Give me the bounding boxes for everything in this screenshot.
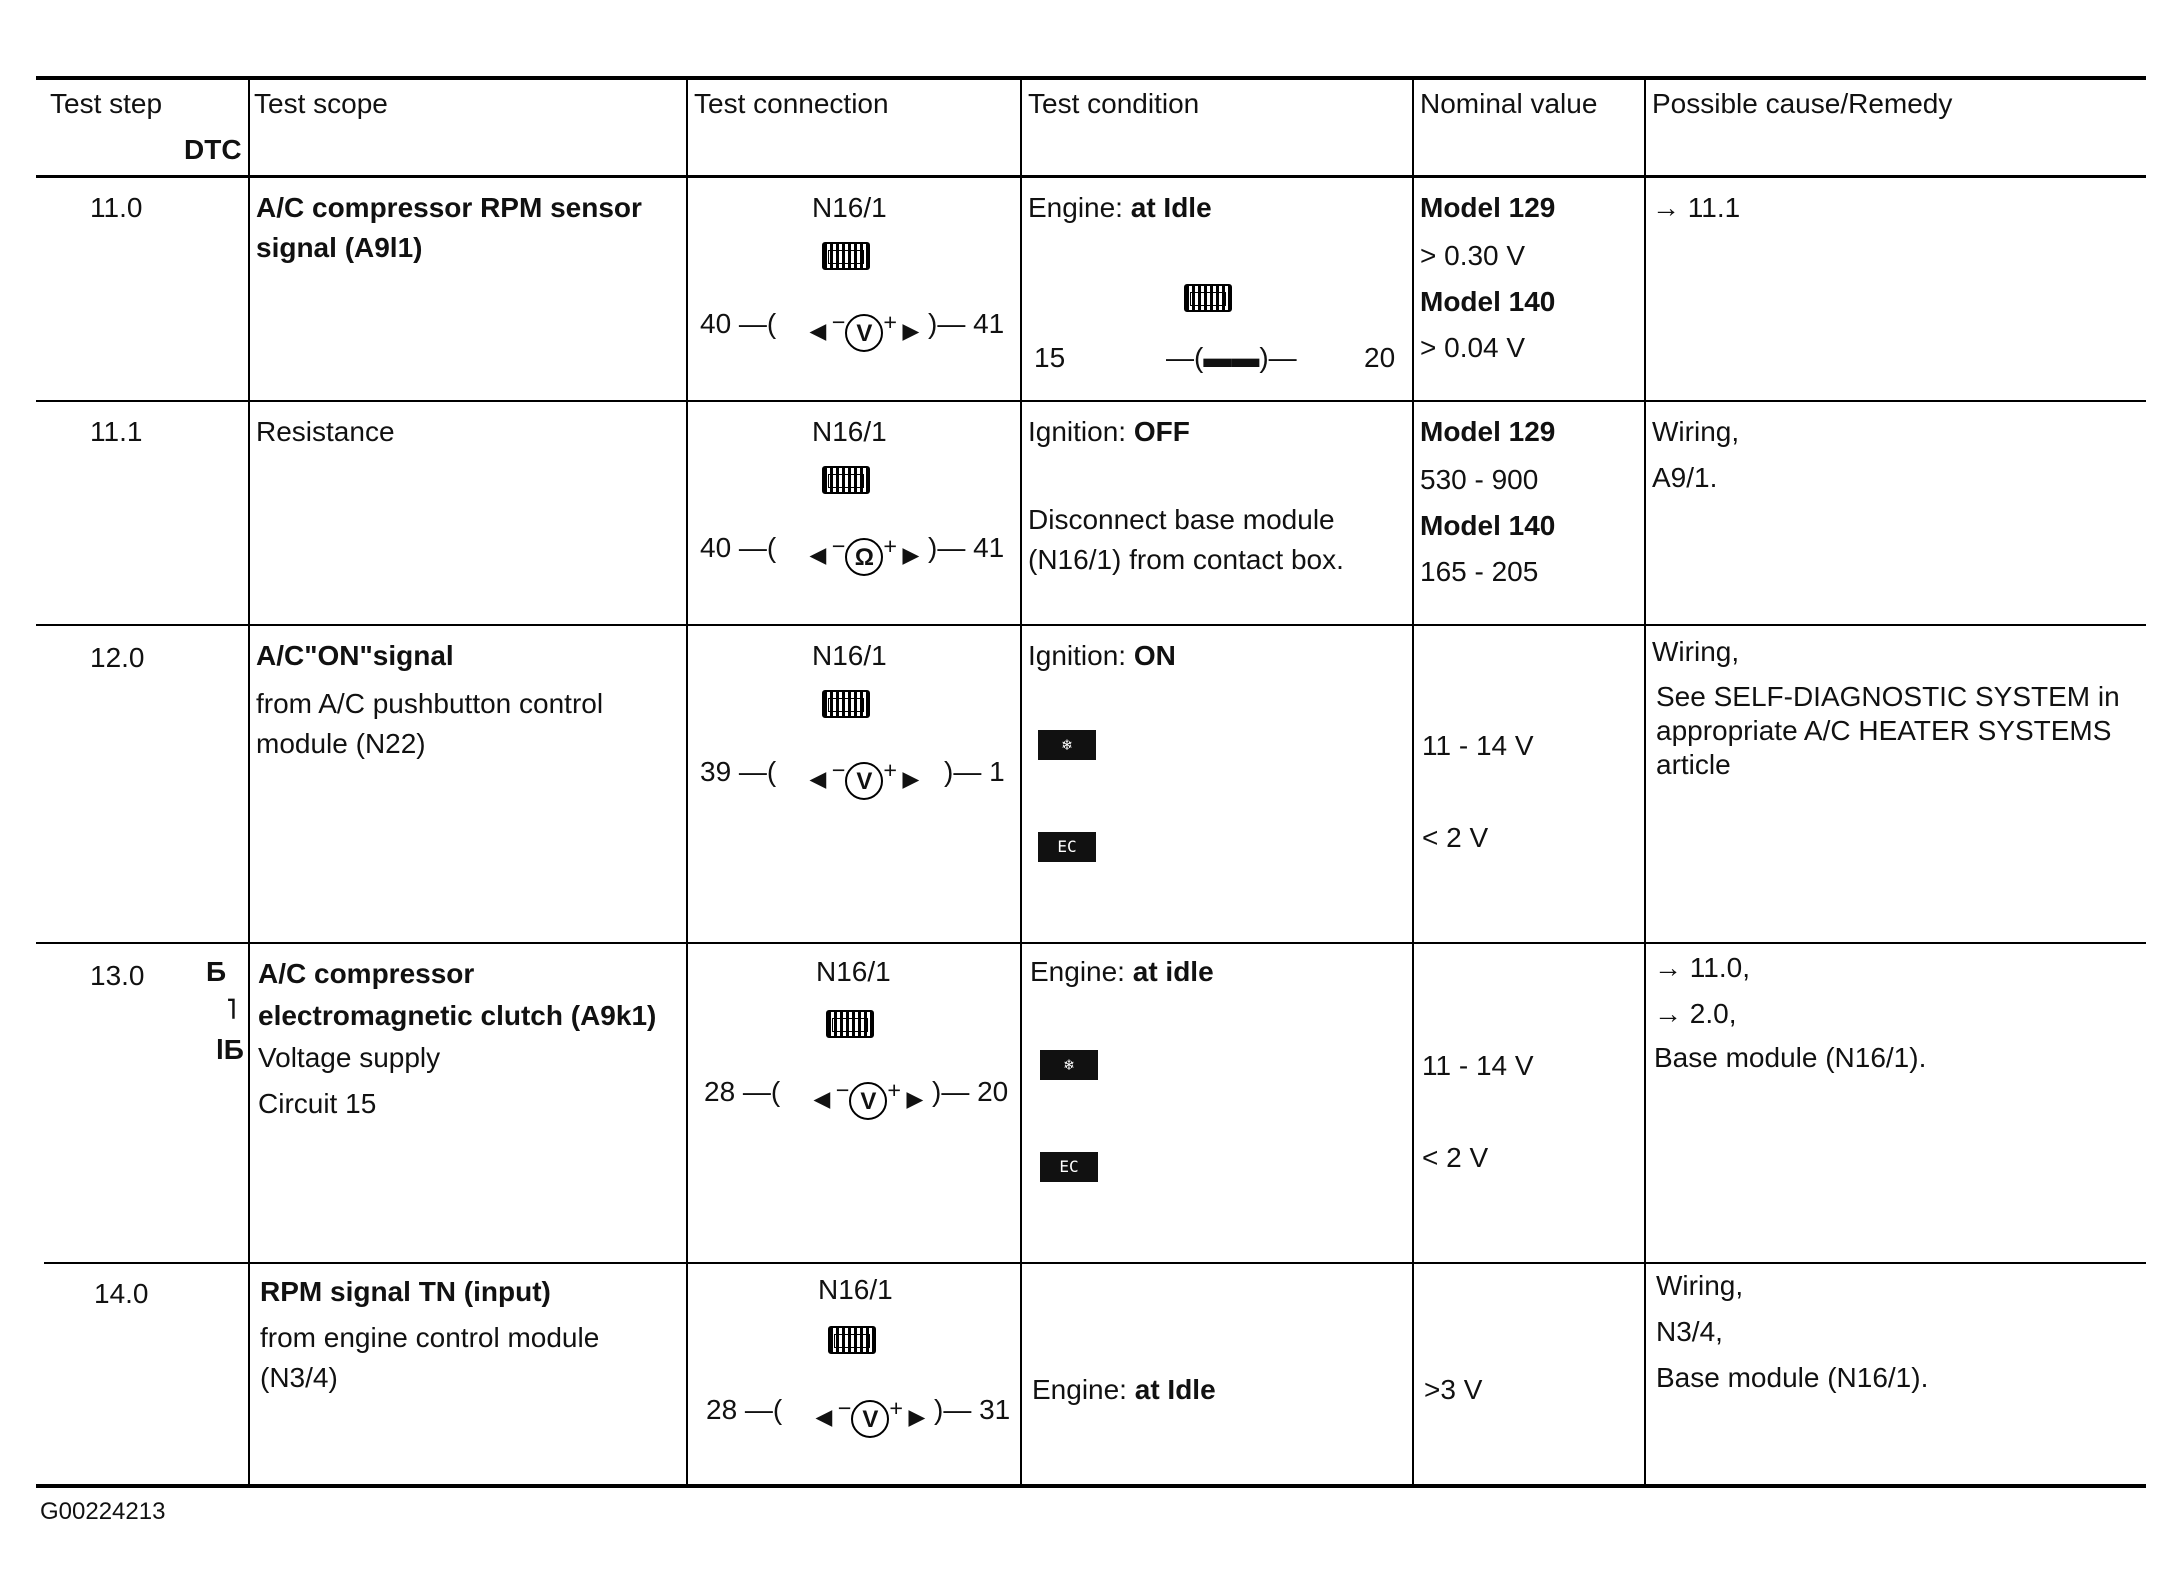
header-test-step: Test step bbox=[50, 88, 163, 119]
connector-icon bbox=[828, 1326, 876, 1354]
remedy-line: → 11.1 bbox=[1652, 192, 1741, 223]
row-step: 13.0 bbox=[90, 960, 145, 991]
connector-label: N16/1 bbox=[812, 416, 887, 447]
pin-left: 40 —( bbox=[700, 532, 777, 563]
nominal-line: > 0.04 V bbox=[1420, 332, 1526, 363]
diagnostic-table bbox=[36, 76, 2146, 1498]
header-test-scope: Test scope bbox=[254, 88, 388, 119]
nominal-line: > 0.30 V bbox=[1420, 240, 1526, 271]
nominal-line: Model 129 bbox=[1420, 416, 1556, 447]
economy-switch-icon: EC bbox=[1040, 1152, 1098, 1182]
header-possible-cause: Possible cause/Remedy bbox=[1652, 88, 1953, 119]
dtc-mark: Б bbox=[206, 956, 227, 987]
table-bottom-rule bbox=[36, 1484, 2146, 1488]
row-scope-title: A/C compressor bbox=[258, 958, 475, 989]
row-scope-line: A/C compressor RPM sensor bbox=[256, 192, 642, 223]
table-top-rule bbox=[36, 76, 2146, 80]
row-rule-3 bbox=[36, 942, 2146, 944]
remedy-line: Wiring, bbox=[1652, 416, 1740, 447]
voltmeter-icon: ◄− V +► bbox=[808, 1070, 929, 1120]
col-rule-3 bbox=[1020, 76, 1022, 1486]
pin-left: 28 —( bbox=[706, 1394, 783, 1425]
economy-switch-icon: EC bbox=[1038, 832, 1096, 862]
remedy-line: → 2.0, bbox=[1654, 998, 1737, 1029]
connector-icon bbox=[822, 690, 870, 718]
remedy-line: → 11.0, bbox=[1654, 952, 1750, 983]
row-rule-1 bbox=[36, 400, 2146, 402]
dtc-mark: ˥ bbox=[226, 994, 237, 1025]
remedy-line: Wiring, bbox=[1652, 636, 1740, 667]
row-scope-line: module (N22) bbox=[256, 728, 426, 759]
connector-label: N16/1 bbox=[812, 640, 887, 671]
condition: Ignition: OFF bbox=[1028, 416, 1190, 447]
remedy-line: A9/1. bbox=[1652, 462, 1718, 493]
col-rule-1 bbox=[248, 76, 250, 1486]
row-scope-line: signal (A9l1) bbox=[256, 232, 423, 263]
connector-label: N16/1 bbox=[812, 192, 887, 223]
dtc-mark: lБ bbox=[216, 1034, 244, 1065]
condition-note-line: (N16/1) from contact box. bbox=[1028, 544, 1344, 575]
row-scope-title: RPM signal TN (input) bbox=[260, 1276, 551, 1307]
nominal-line: 165 - 205 bbox=[1420, 556, 1539, 587]
remedy-line: N3/4, bbox=[1656, 1316, 1723, 1347]
nominal-line: 530 - 900 bbox=[1420, 464, 1539, 495]
cond-pin-left: 15 bbox=[1034, 342, 1066, 373]
row-step: 14.0 bbox=[94, 1278, 149, 1309]
connector-icon bbox=[826, 1010, 874, 1038]
row-rule-2 bbox=[36, 624, 2146, 626]
nominal-line: 11 - 14 V bbox=[1422, 730, 1534, 761]
cond-pin-right: 20 bbox=[1364, 342, 1396, 373]
pin-left: 40 —( bbox=[700, 308, 777, 339]
row-scope-title: electromagnetic clutch (A9k1) bbox=[258, 1000, 657, 1031]
col-rule-2 bbox=[686, 76, 688, 1486]
connector-icon bbox=[822, 242, 870, 270]
header-dtc: DTC bbox=[184, 134, 242, 165]
header-test-condition: Test condition bbox=[1028, 88, 1200, 119]
ohmmeter-icon: ◄− Ω +► bbox=[804, 526, 925, 576]
nominal-line: >3 V bbox=[1424, 1374, 1483, 1405]
voltmeter-icon: ◄− V +► bbox=[810, 1388, 931, 1438]
col-rule-4 bbox=[1412, 76, 1414, 1486]
row-scope-line: (N3/4) bbox=[260, 1362, 338, 1393]
voltmeter-icon: ◄− V +► bbox=[804, 750, 925, 800]
pin-right: )— 41 bbox=[928, 308, 1005, 339]
footer-code: G00224213 bbox=[40, 1498, 166, 1525]
row-scope-line: from engine control module bbox=[260, 1322, 600, 1353]
remedy-line: Wiring, bbox=[1656, 1270, 1744, 1301]
nominal-line: 11 - 14 V bbox=[1422, 1050, 1534, 1081]
connector-label: N16/1 bbox=[816, 956, 891, 987]
pin-right: )— 31 bbox=[934, 1394, 1011, 1425]
nominal-line: < 2 V bbox=[1422, 822, 1489, 853]
row-step: 11.1 bbox=[90, 416, 143, 447]
remedy-line: Base module (N16/1). bbox=[1656, 1362, 1929, 1393]
condition-note-line: Disconnect base module bbox=[1028, 504, 1335, 535]
pin-right: )— 20 bbox=[932, 1076, 1009, 1107]
connector-label: N16/1 bbox=[818, 1274, 893, 1305]
connector-icon bbox=[1184, 284, 1232, 312]
voltmeter-icon: ◄− V +► bbox=[804, 302, 925, 352]
pin-left: 39 —( bbox=[700, 756, 777, 787]
pin-right: )— 1 bbox=[944, 756, 1005, 787]
pin-right: )— 41 bbox=[928, 532, 1005, 563]
header-test-connection: Test connection bbox=[694, 88, 889, 119]
nominal-line: Model 129 bbox=[1420, 192, 1556, 223]
condition: Engine: at Idle bbox=[1032, 1374, 1216, 1405]
col-rule-5 bbox=[1644, 76, 1646, 1486]
remedy-line: Base module (N16/1). bbox=[1654, 1042, 1927, 1073]
header-nominal-value: Nominal value bbox=[1420, 88, 1598, 119]
condition: Engine: at Idle bbox=[1028, 192, 1212, 223]
ac-switch-on-icon: ❄ bbox=[1038, 730, 1096, 760]
nominal-line: Model 140 bbox=[1420, 510, 1556, 541]
row-scope-line: from A/C pushbutton control bbox=[256, 688, 604, 719]
ac-switch-on-icon: ❄ bbox=[1040, 1050, 1098, 1080]
row-rule-4 bbox=[44, 1262, 2146, 1264]
condition: Ignition: ON bbox=[1028, 640, 1176, 671]
row-step: 12.0 bbox=[90, 642, 145, 673]
row-scope-title: A/C"ON"signal bbox=[256, 640, 454, 671]
header-rule bbox=[36, 175, 2146, 178]
nominal-line: Model 140 bbox=[1420, 286, 1556, 317]
connector-icon bbox=[822, 466, 870, 494]
remedy-note: See SELF-DIAGNOSTIC SYSTEM in appropriate A/C HEATER SYSTEMS article bbox=[1656, 681, 2120, 780]
pin-left: 28 —( bbox=[704, 1076, 781, 1107]
condition: Engine: at idle bbox=[1030, 956, 1214, 987]
row-scope-line: Resistance bbox=[256, 416, 395, 447]
row-scope-line: Circuit 15 bbox=[258, 1088, 377, 1119]
bridge-icon: —(▬▬)— bbox=[1166, 342, 1297, 373]
row-scope-line: Voltage supply bbox=[258, 1042, 441, 1073]
row-step: 11.0 bbox=[90, 192, 143, 223]
nominal-line: < 2 V bbox=[1422, 1142, 1489, 1173]
